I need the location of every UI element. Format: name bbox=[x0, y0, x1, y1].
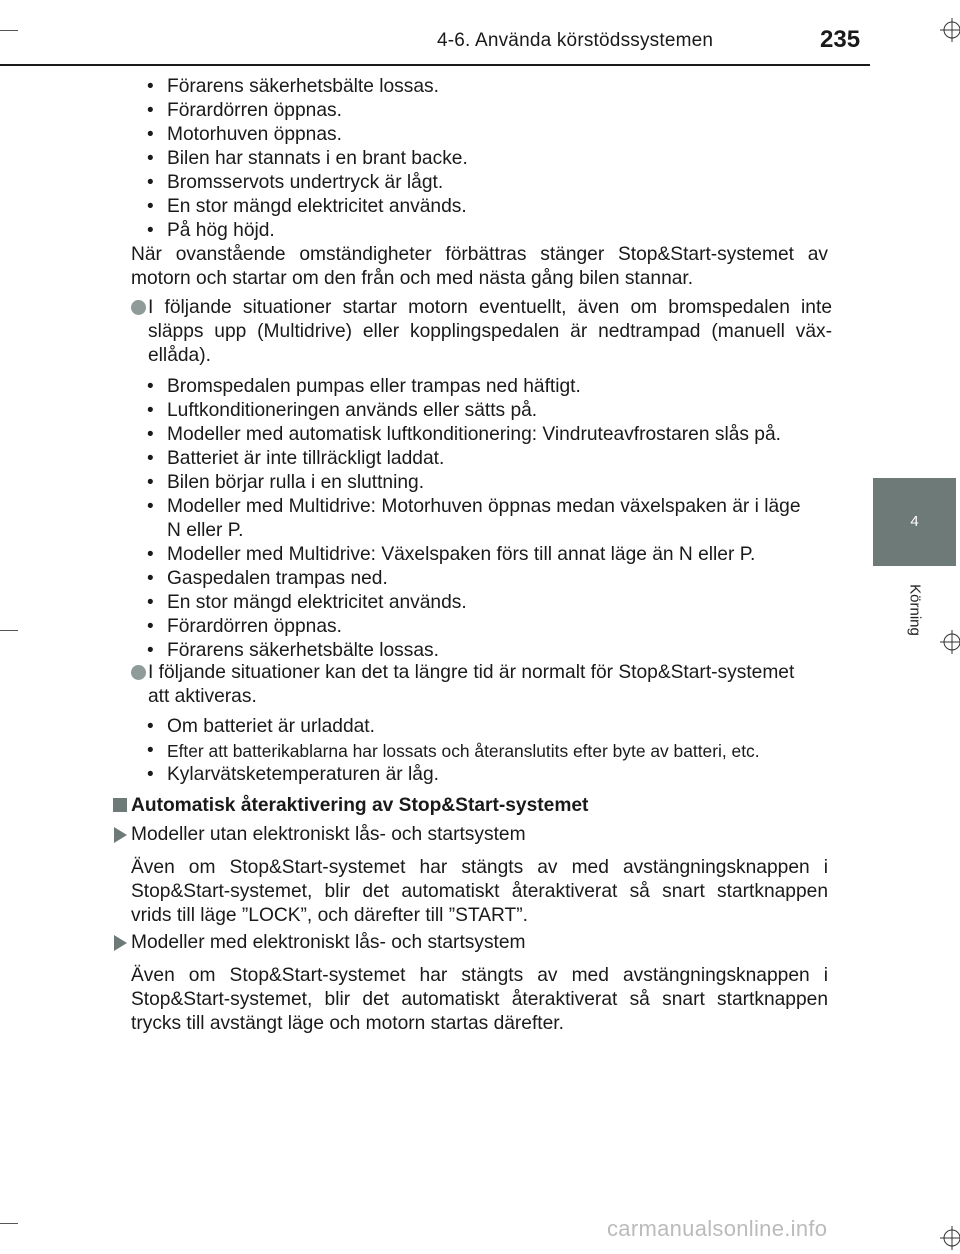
bullet-icon: • bbox=[147, 424, 154, 445]
chapter-tab: 4 bbox=[873, 478, 956, 566]
subheading-arrow-icon bbox=[114, 827, 127, 843]
heading-square-icon bbox=[113, 798, 127, 812]
section-heading: Automatisk återaktivering av Stop&Start-systemet bbox=[131, 795, 589, 816]
bullet-icon: • bbox=[147, 716, 154, 737]
note-circle-icon bbox=[131, 300, 146, 315]
bullet-icon: • bbox=[147, 76, 154, 97]
paragraph-line: Stop&Start-systemet, blir det automatiskt återaktiverat så snart startknappen bbox=[131, 989, 828, 1010]
list-item: Modeller med Multidrive: Motorhuven öppnas medan växelspaken är i läge bbox=[167, 496, 801, 517]
list-item: Förarens säkerhetsbälte lossas. bbox=[167, 640, 439, 661]
list-item: En stor mängd elektricitet används. bbox=[167, 592, 467, 613]
list-item: Bilen har stannats i en brant backe. bbox=[167, 148, 468, 169]
list-item: Batteriet är inte tillräckligt laddat. bbox=[167, 448, 445, 469]
subheading: Modeller med elektroniskt lås- och startsystem bbox=[131, 932, 526, 953]
list-item: Bromsservots undertryck är lågt. bbox=[167, 172, 444, 193]
subheading-arrow-icon bbox=[114, 935, 127, 951]
list-item: Förardörren öppnas. bbox=[167, 616, 342, 637]
bullet-icon: • bbox=[147, 616, 154, 637]
registration-mark-icon bbox=[940, 1226, 960, 1250]
list-item: Gaspedalen trampas ned. bbox=[167, 568, 388, 589]
list-item: Förardörren öppnas. bbox=[167, 100, 342, 121]
crop-mark bbox=[0, 1223, 18, 1224]
bullet-icon: • bbox=[147, 544, 154, 565]
header-divider bbox=[0, 64, 870, 66]
bullet-icon: • bbox=[147, 148, 154, 169]
bullet-icon: • bbox=[147, 172, 154, 193]
bullet-icon: • bbox=[147, 100, 154, 121]
list-item: Bilen börjar rulla i en sluttning. bbox=[167, 472, 425, 493]
paragraph-line: Även om Stop&Start-systemet har stängts av med avstängningsknappen i bbox=[131, 857, 828, 878]
list-item: På hög höjd. bbox=[167, 220, 275, 241]
list-item: Kylarvätsketemperaturen är låg. bbox=[167, 764, 439, 785]
section-title: 4-6. Använda körstödssystemen bbox=[437, 30, 714, 51]
note-line: att aktiveras. bbox=[148, 686, 257, 707]
bullet-icon: • bbox=[147, 740, 154, 761]
note-line: I följande situationer kan det ta längre tid är normalt för Stop&Start-systemet bbox=[148, 662, 795, 683]
list-item: Förarens säkerhetsbälte lossas. bbox=[167, 76, 439, 97]
paragraph-line: Även om Stop&Start-systemet har stängts av med avstängningsknappen i bbox=[131, 965, 828, 986]
bullet-icon: • bbox=[147, 124, 154, 145]
list-item: Modeller med automatisk luftkonditionering: Vindruteavfrostaren slås på. bbox=[167, 424, 781, 445]
paragraph-line: trycks till avstängt läge och motorn startas därefter. bbox=[131, 1013, 564, 1034]
paragraph-line: När ovanstående omständigheter förbättras stänger Stop&Start-systemet av bbox=[131, 244, 828, 265]
list-item-continuation: N eller P. bbox=[167, 520, 244, 541]
list-item: Om batteriet är urladdat. bbox=[167, 716, 375, 737]
crop-mark bbox=[0, 630, 18, 631]
list-item: Bromspedalen pumpas eller trampas ned häftigt. bbox=[167, 376, 581, 397]
page-number: 235 bbox=[820, 26, 861, 53]
bullet-icon: • bbox=[147, 592, 154, 613]
list-item: En stor mängd elektricitet används. bbox=[167, 196, 467, 217]
list-item: Modeller med Multidrive: Växelspaken förs till annat läge än N eller P. bbox=[167, 544, 756, 565]
bullet-icon: • bbox=[147, 400, 154, 421]
note-circle-icon bbox=[131, 665, 146, 680]
subheading: Modeller utan elektroniskt lås- och startsystem bbox=[131, 824, 526, 845]
bullet-icon: • bbox=[147, 376, 154, 397]
paragraph-line: Stop&Start-systemet, blir det automatiskt återaktiverat så snart startknappen bbox=[131, 881, 828, 902]
paragraph-line: vrids till läge ”LOCK”, och därefter till ”START”. bbox=[131, 905, 528, 926]
watermark: carmanualsonline.info bbox=[607, 1216, 828, 1241]
note-line: släpps upp (Multidrive) eller kopplingspedalen är nedtrampad (manuell väx- bbox=[148, 321, 832, 342]
bullet-icon: • bbox=[147, 764, 154, 785]
bullet-icon: • bbox=[147, 448, 154, 469]
list-item: Efter att batterikablarna har lossats och återanslutits efter byte av batteri, etc. bbox=[167, 741, 760, 761]
list-item: Luftkonditioneringen används eller sätts på. bbox=[167, 400, 538, 421]
note-line: I följande situationer startar motorn eventuellt, även om bromspedalen inte bbox=[148, 297, 832, 318]
bullet-icon: • bbox=[147, 220, 154, 241]
chapter-label-text: Körning bbox=[906, 584, 923, 636]
paragraph-line: motorn och startar om den från och med nästa gång bilen stannar. bbox=[131, 268, 694, 289]
bullet-icon: • bbox=[147, 196, 154, 217]
chapter-label bbox=[873, 570, 956, 650]
note-line: ellåda). bbox=[148, 345, 211, 366]
bullet-icon: • bbox=[147, 496, 154, 517]
bullet-icon: • bbox=[147, 640, 154, 661]
registration-mark-icon bbox=[940, 18, 960, 42]
crop-mark bbox=[0, 30, 18, 31]
bullet-icon: • bbox=[147, 568, 154, 589]
list-item: Motorhuven öppnas. bbox=[167, 124, 342, 145]
bullet-icon: • bbox=[147, 472, 154, 493]
